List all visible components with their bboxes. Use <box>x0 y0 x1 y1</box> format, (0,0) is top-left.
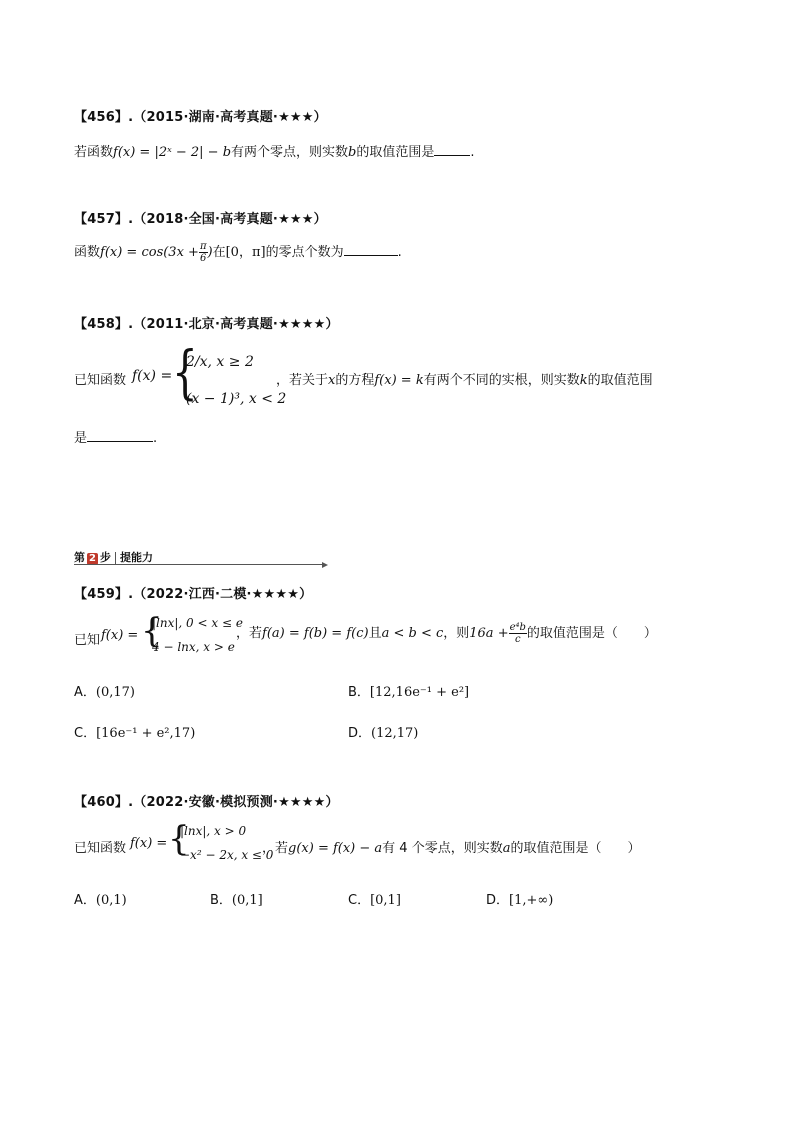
answer-blank[interactable] <box>87 429 153 442</box>
problem-458-pre: 已知函数 <box>74 373 127 388</box>
problem-458-case-2: (x − 1)³, x < 2 <box>186 391 287 407</box>
problem-457-pre: 函数 <box>74 245 101 260</box>
option-b[interactable]: B．(0,1] <box>210 893 263 908</box>
problem-459-statement-rest: ，若f(a) = f(b) = f(c)且a < b < c，则16a + $\frac{\text{e⁴b}}{c}$ 的取值范围是（ ） <box>236 622 657 645</box>
problem-458-fx: f(x) = <box>132 368 173 384</box>
piecewise-brace: { <box>168 819 190 859</box>
answer-blank[interactable] <box>434 143 470 156</box>
problem-460-case-1: |lnx|, x > 0 <box>180 824 247 838</box>
piecewise-brace: { <box>141 611 163 651</box>
problem-459-fraction: $\frac{\text{e⁴b}}{c}$ <box>509 622 526 645</box>
problem-459-case-2: 4 − lnx, x > e <box>152 640 235 654</box>
problem-459-fx: f(x) = <box>101 628 139 643</box>
problem-458-statement-rest: ，若关于x的方程f(x) = k有两个不同的实根，则实数k的取值范围 <box>276 373 653 388</box>
problem-459-case-1: |lnx|, 0 < x ≤ e <box>152 616 243 630</box>
problem-460-pre: 已知函数 <box>74 841 127 856</box>
problem-456-variable: b <box>348 145 357 160</box>
option-d[interactable]: D．[1,+∞) <box>486 893 554 908</box>
problem-457-mid: 在 <box>212 245 226 260</box>
option-b[interactable]: B．[12,16e⁻¹ + e²] <box>348 685 470 700</box>
problem-456-mid: 有两个零点，则实数 <box>231 145 349 160</box>
option-c[interactable]: C．[16e⁻¹ + e²,17) <box>74 726 196 741</box>
problem-460-header: 【460】.（2022·安徽·模拟预测·★★★★） <box>74 795 339 810</box>
problem-458-header: 【458】.（2011·北京·高考真题·★★★★） <box>74 317 339 332</box>
problem-460-case-2: −x² − 2x, x ≤ 0 <box>180 848 274 862</box>
step-number-badge: 2 <box>87 553 98 565</box>
problem-457-end: . <box>397 245 402 260</box>
problem-457-statement <box>74 240 402 266</box>
option-a[interactable]: A．(0,17) <box>74 685 135 700</box>
option-d[interactable]: D．(12,17) <box>348 726 419 741</box>
problem-456-statement <box>74 141 475 160</box>
problem-457-expression-b: ) <box>207 245 213 260</box>
problem-458-equation: f(x) = k <box>374 373 424 388</box>
problem-458-line-2: 是 . <box>74 431 158 446</box>
step-label: 第 2 步 提能力 <box>74 551 153 564</box>
option-c[interactable]: C．[0,1] <box>348 893 401 908</box>
problem-459-header: 【459】.（2022·江西·二模·★★★★） <box>74 587 313 602</box>
piecewise-brace: { <box>172 338 198 406</box>
problem-457-header: 【457】.（2018·全国·高考真题·★★★） <box>74 212 327 227</box>
problem-460-fx: f(x) = <box>130 836 168 851</box>
problem-457-post: 的零点个数为 <box>265 245 344 260</box>
option-a[interactable]: A．(0,1) <box>74 893 127 908</box>
step-title: 提能力 <box>120 551 153 564</box>
answer-blank[interactable] <box>344 243 398 256</box>
section-step-bar <box>74 549 328 565</box>
problem-457-fraction: $\frac{\pi}{6}$ <box>199 241 207 264</box>
problem-456-expression: f(x) = |2ˣ − 2| − b <box>113 145 232 160</box>
problem-457-expression-a: f(x) = cos(3x + <box>100 245 199 260</box>
problem-457-interval: [0，π] <box>225 245 266 260</box>
problem-456-header: 【456】.（2015·湖南·高考真题·★★★） <box>74 110 327 125</box>
problem-456-pre: 若函数 <box>74 145 114 160</box>
problem-456-end: . <box>470 145 475 160</box>
problem-460-statement-rest: ，若g(x) = f(x) − a有 4 个零点，则实数a的取值范围是（ ） <box>262 841 641 856</box>
problem-459-pre: 已知 <box>74 633 101 648</box>
arrow-right-icon <box>322 562 328 568</box>
problem-456-post: 的取值范围是 <box>356 145 435 160</box>
problem-458-case-1: 2/x, x ≥ 2 <box>186 354 254 370</box>
